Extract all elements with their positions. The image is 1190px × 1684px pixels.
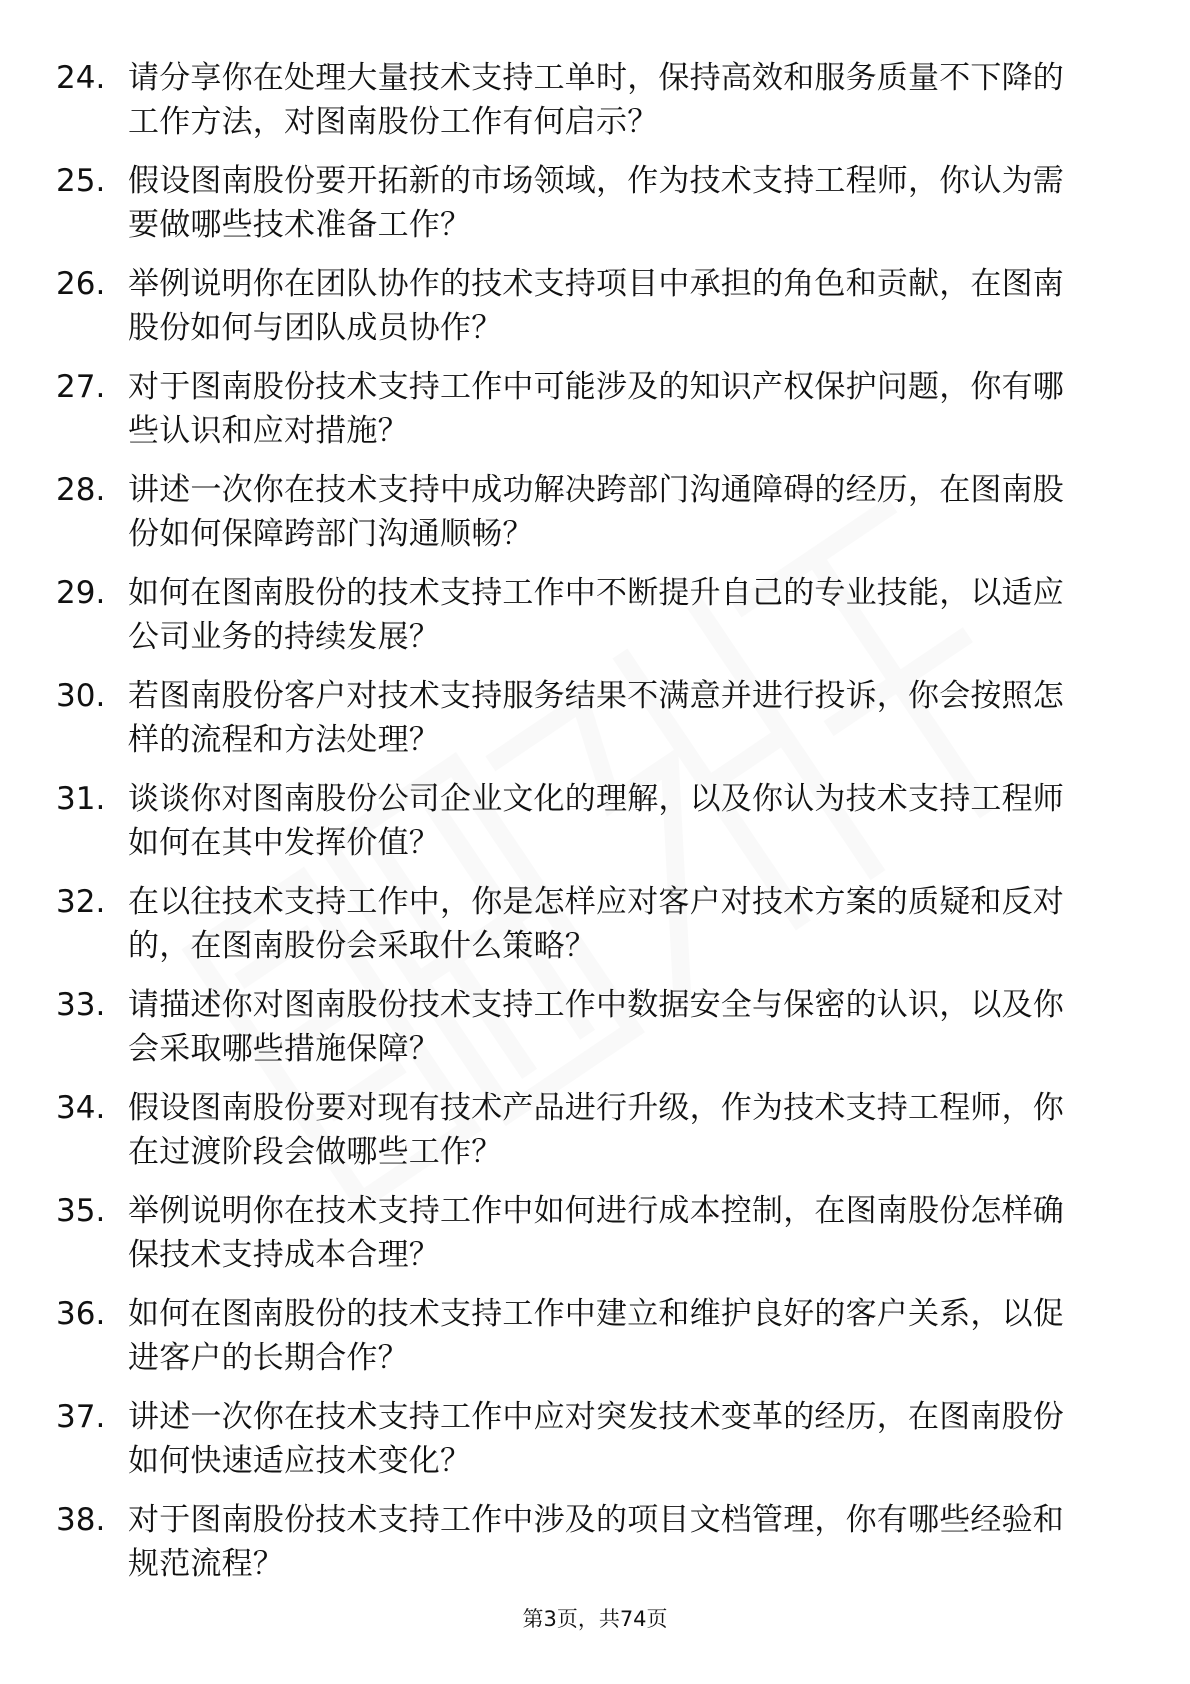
question-text: 请分享你在处理大量技术支持工单时，保持高效和服务质量不下降的工作方法，对图南股份工作有何启示？: [128, 60, 1064, 140]
question-number: 26.: [56, 266, 106, 302]
list-item: [56, 1086, 1106, 1189]
question-number: 32.: [56, 884, 106, 920]
list-item: [56, 777, 1106, 880]
question-number: 25.: [56, 163, 106, 199]
question-text: 请描述你对图南股份技术支持工作中数据安全与保密的认识，以及你会采取哪些措施保障？: [128, 987, 1064, 1067]
question-text: 举例说明你在技术支持工作中如何进行成本控制，在图南股份怎样确保技术支持成本合理？: [128, 1193, 1064, 1273]
question-text: 谈谈你对图南股份公司企业文化的理解，以及你认为技术支持工程师如何在其中发挥价值？: [128, 781, 1064, 861]
list-item: [56, 571, 1106, 674]
question-text: 假设图南股份要开拓新的市场领域，作为技术支持工程师，你认为需要做哪些技术准备工作？: [128, 163, 1064, 243]
question-number: 34.: [56, 1090, 106, 1126]
question-text: 对于图南股份技术支持工作中涉及的项目文档管理，你有哪些经验和规范流程？: [128, 1502, 1064, 1582]
question-text: 举例说明你在团队协作的技术支持项目中承担的角色和贡献，在图南股份如何与团队成员协作？: [128, 266, 1064, 346]
question-text: 讲述一次你在技术支持中成功解决跨部门沟通障碍的经历，在图南股份如何保障跨部门沟通顺畅？: [128, 472, 1064, 552]
page-footer: [0, 1604, 1190, 1634]
question-number: 31.: [56, 781, 106, 817]
question-number: 28.: [56, 472, 106, 508]
question-number: 38.: [56, 1502, 106, 1538]
question-number: 33.: [56, 987, 106, 1023]
list-item: [56, 674, 1106, 777]
question-text: 对于图南股份技术支持工作中可能涉及的知识产权保护问题，你有哪些认识和应对措施？: [128, 369, 1064, 449]
list-item: [56, 1292, 1106, 1395]
question-number: 37.: [56, 1399, 106, 1435]
question-list: [56, 56, 1106, 1601]
question-number: 35.: [56, 1193, 106, 1229]
list-item: [56, 1498, 1106, 1601]
question-number: 30.: [56, 678, 106, 714]
list-item: [56, 983, 1106, 1086]
question-text: 在以往技术支持工作中，你是怎样应对客户对技术方案的质疑和反对的，在图南股份会采取什么策略？: [128, 884, 1064, 964]
question-text: 如何在图南股份的技术支持工作中不断提升自己的专业技能，以适应公司业务的持续发展？: [128, 575, 1064, 655]
question-text: 讲述一次你在技术支持工作中应对突发技术变革的经历，在图南股份如何快速适应技术变化？: [128, 1399, 1064, 1479]
question-number: 29.: [56, 575, 106, 611]
question-number: 36.: [56, 1296, 106, 1332]
question-number: 27.: [56, 369, 106, 405]
list-item: [56, 468, 1106, 571]
list-item: [56, 365, 1106, 468]
list-item: [56, 56, 1106, 159]
question-number: 24.: [56, 60, 106, 96]
question-text: 如何在图南股份的技术支持工作中建立和维护良好的客户关系，以促进客户的长期合作？: [128, 1296, 1064, 1376]
list-item: [56, 159, 1106, 262]
question-text: 若图南股份客户对技术支持服务结果不满意并进行投诉，你会按照怎样的流程和方法处理？: [128, 678, 1064, 758]
page-number-label: 第3页，共74页: [522, 1607, 668, 1631]
list-item: [56, 1189, 1106, 1292]
list-item: [56, 262, 1106, 365]
question-text: 假设图南股份要对现有技术产品进行升级，作为技术支持工程师，你在过渡阶段会做哪些工作？: [128, 1090, 1064, 1170]
list-item: [56, 880, 1106, 983]
list-item: [56, 1395, 1106, 1498]
